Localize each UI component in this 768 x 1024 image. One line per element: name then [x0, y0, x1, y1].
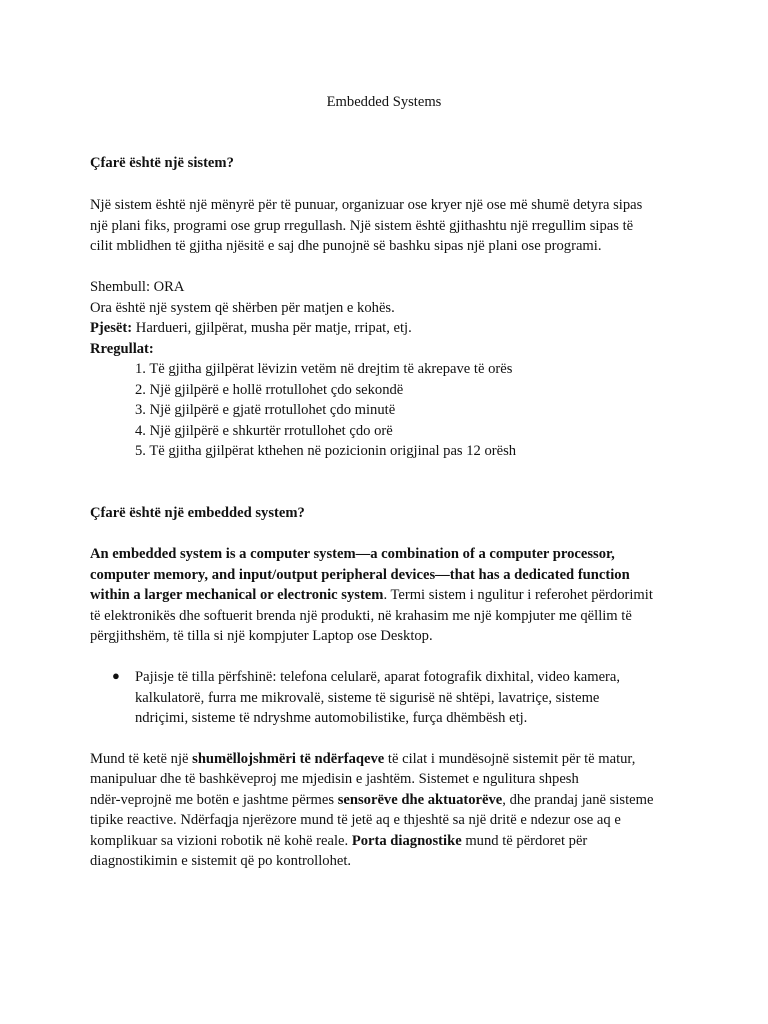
rule-item: 4. Një gjilpërë e shkurtër rrotullohet çdo orë: [135, 423, 393, 439]
bullet-line: Pajisje të tilla përfshinë: telefona celularë, aparat fotografik dixhital, video kamera,: [135, 669, 621, 685]
paragraph-line: një plani fiks, programi ose grup rregullash. Një sistem është gjithashtu një rregullim sipas të: [90, 218, 634, 234]
example-description: Ora është një system që shërben për matjen e kohës.: [90, 300, 395, 316]
text-run: të cilat i mundësojnë sistemit për të matur,: [384, 751, 636, 767]
parts-text: Hardueri, gjilpërat, musha për matje, rripat, etj.: [132, 320, 412, 336]
paragraph-line: [90, 749, 635, 770]
rule-item: 2. Një gjilpërë e hollë rrotullohet çdo sekondë: [135, 382, 404, 398]
example-label: Shembull: ORA: [90, 279, 185, 295]
text-run-bold: sensorëve dhe aktuatorëve: [337, 792, 503, 808]
heading-what-is-system: Çfarë është një sistem?: [90, 155, 234, 171]
paragraph-line: Një sistem është një mënyrë për të punuar, organizuar ose kryer një ose më shumë detyra sipas: [90, 197, 643, 213]
paragraph-line: An embedded system is a computer system—a combination of a computer processor,: [90, 546, 615, 562]
page-title: Embedded Systems: [326, 94, 442, 110]
paragraph-line: computer memory, and input/output peripheral devices—that has a dedicated function: [90, 567, 630, 583]
bullet-line: kalkulatorë, furra me mikrovalë, sisteme të sigurisë në shtëpi, lavatriçe, sisteme: [135, 690, 600, 706]
definition-bold-end: within a larger mechanical or electronic system: [90, 587, 384, 603]
text-run: mund të përdoret për: [461, 833, 588, 849]
heading-what-is-embedded: Çfarë është një embedded system?: [90, 505, 305, 521]
paragraph-line: cilit mblidhen të gjitha njësitë e saj dhe punojnë së bashku sipas një plani ose programi.: [90, 238, 602, 254]
definition-rest: . Termi sistem i ngulitur i referohet përdorimit: [383, 587, 653, 603]
paragraph-line: tipike reactive. Ndërfaqja njerëzore mund të jetë aq e thjeshtë sa një dritë e ndezur ose aq e: [90, 812, 621, 828]
paragraph-line: manipuluar dhe të bashkëveproj me mjedisin e jashtëm. Sistemet e ngulitura shpesh: [90, 771, 579, 787]
text-run-bold: Porta diagnostike: [351, 833, 462, 849]
rule-item: 1. Të gjitha gjilpërat lëvizin vetëm në drejtim të akrepave të orës: [135, 361, 513, 377]
paragraph-line: [90, 831, 587, 852]
parts-label: Pjesët:: [90, 320, 133, 336]
text-run: Mund të ketë një: [90, 751, 193, 767]
rule-item: 5. Të gjitha gjilpërat kthehen në pozicionin origjinal pas 12 orësh: [135, 443, 517, 459]
bullet-line: ndriçimi, sisteme të ndryshme automobilistike, furça dhëmbësh etj.: [135, 710, 528, 726]
paragraph-line: [90, 585, 653, 606]
text-run: komplikuar sa vizioni robotik në kohë reale.: [90, 833, 352, 849]
rules-label: Rregullat:: [90, 341, 154, 357]
text-run-bold: shumëllojshmëri të ndërfaqeve: [192, 751, 385, 767]
text-run: ndër-veprojnë me botën e jashtme përmes: [90, 792, 338, 808]
parts-line: [90, 318, 412, 339]
bullet-icon: ●: [112, 668, 120, 683]
paragraph-line: të elektronikës dhe softuerit brenda një produkti, në krahasim me një kompjuter me qëllim të: [90, 608, 632, 624]
paragraph-line: përgjithshëm, të tilla si një kompjuter Laptop ose Desktop.: [90, 628, 433, 644]
rule-item: 3. Një gjilpërë e gjatë rrotullohet çdo minutë: [135, 402, 396, 418]
text-run: , dhe prandaj janë sisteme: [502, 792, 654, 808]
paragraph-line: [90, 790, 653, 811]
paragraph-line: diagnostikimin e sistemit që po kontrollohet.: [90, 853, 352, 869]
